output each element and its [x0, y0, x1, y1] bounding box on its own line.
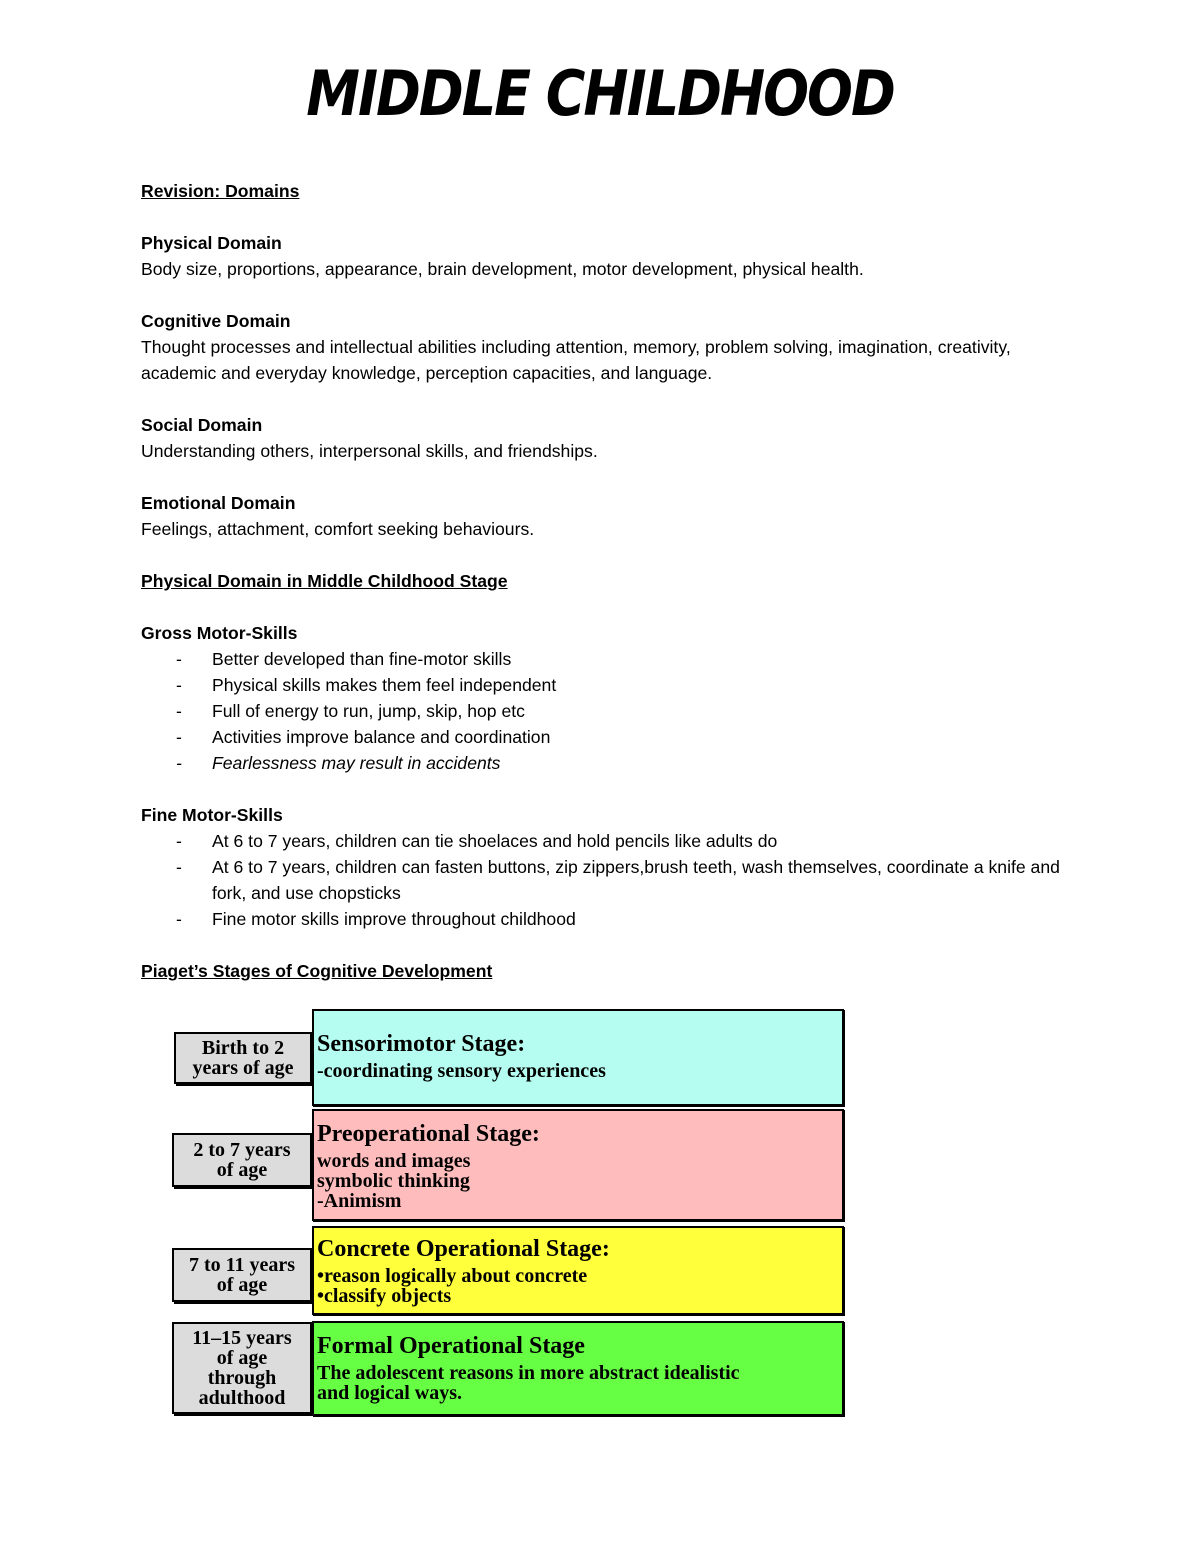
stage-title: Preoperational Stage: — [317, 1121, 540, 1147]
list-item: - Physical skills makes them feel independent — [141, 672, 1081, 698]
stage-line: •reason logically about concrete — [317, 1265, 588, 1287]
fine-motor-list — [141, 828, 1081, 932]
social-domain-heading: Social Domain — [141, 415, 263, 435]
age-line: years of age — [192, 1057, 294, 1079]
stage-box-concrete-operational — [312, 1226, 844, 1315]
age-line: of age — [216, 1347, 268, 1369]
physical-domain-text: Body size, proportions, appearance, brain development, motor development, physical health. — [141, 259, 864, 279]
age-line: 7 to 11 years — [188, 1254, 296, 1276]
gross-motor-list — [141, 646, 1081, 776]
stage-line: -coordinating sensory experiences — [317, 1060, 606, 1082]
list-item: - At 6 to 7 years, children can tie shoelaces and hold pencils like adults do — [141, 828, 1081, 854]
list-item: - Better developed than fine-motor skills — [141, 646, 1081, 672]
stage-box-sensorimotor — [312, 1009, 844, 1106]
stage-title: Concrete Operational Stage: — [317, 1236, 610, 1262]
revision-heading: Revision: Domains — [141, 181, 300, 201]
list-item: - Activities improve balance and coordination — [141, 724, 1081, 750]
list-item: - Full of energy to run, jump, skip, hop etc — [141, 698, 1081, 724]
age-line: adulthood — [198, 1387, 286, 1409]
age-line: of age — [216, 1159, 268, 1181]
gross-motor-heading: Gross Motor-Skills — [141, 623, 298, 643]
age-box-formal-operational — [172, 1322, 312, 1414]
social-domain-text: Understanding others, interpersonal skills, and friendships. — [141, 441, 598, 461]
age-line: Birth to 2 — [201, 1037, 285, 1059]
age-line: through — [207, 1367, 277, 1389]
physical-domain-heading: Physical Domain — [141, 233, 282, 253]
stage-line: words and images — [317, 1150, 471, 1172]
age-line: 2 to 7 years — [193, 1139, 291, 1161]
piaget-heading: Piaget’s Stages of Cognitive Development — [141, 961, 493, 981]
age-box-sensorimotor — [174, 1032, 312, 1084]
cognitive-domain-heading: Cognitive Domain — [141, 311, 291, 331]
age-box-preoperational — [172, 1133, 312, 1187]
stage-line: -Animism — [317, 1190, 402, 1212]
stage-box-preoperational — [312, 1109, 844, 1221]
stage-line: and logical ways. — [317, 1382, 463, 1404]
age-line: of age — [216, 1274, 268, 1296]
list-item: - Fine motor skills improve throughout childhood — [141, 906, 1081, 932]
document-body — [141, 178, 1081, 984]
fine-motor-heading: Fine Motor-Skills — [141, 805, 283, 825]
cognitive-domain-text: Thought processes and intellectual abilities including attention, memory, problem solving, imagination, creativity, academic and everyday knowledge, perception capacities, and language. — [141, 337, 1011, 383]
page-title: MIDDLE CHILDHOOD — [306, 57, 894, 130]
age-box-concrete-operational — [172, 1248, 312, 1302]
emotional-domain-heading: Emotional Domain — [141, 493, 296, 513]
stage-line: The adolescent reasons in more abstract idealistic — [317, 1362, 740, 1384]
list-item: - At 6 to 7 years, children can fasten buttons, zip zippers,brush teeth, wash themselves, coordinate a knife and fork, and use chopsticks — [141, 854, 1081, 906]
age-line: 11–15 years — [192, 1327, 292, 1349]
physical-middle-heading: Physical Domain in Middle Childhood Stage — [141, 571, 508, 591]
stage-title: Sensorimotor Stage: — [317, 1031, 526, 1057]
stage-box-formal-operational — [312, 1321, 844, 1416]
list-item: - Fearlessness may result in accidents — [141, 750, 1081, 776]
stage-line: •classify objects — [317, 1285, 452, 1307]
stage-title: Formal Operational Stage — [317, 1333, 585, 1359]
emotional-domain-text: Feelings, attachment, comfort seeking behaviours. — [141, 519, 535, 539]
stage-line: symbolic thinking — [317, 1170, 470, 1192]
